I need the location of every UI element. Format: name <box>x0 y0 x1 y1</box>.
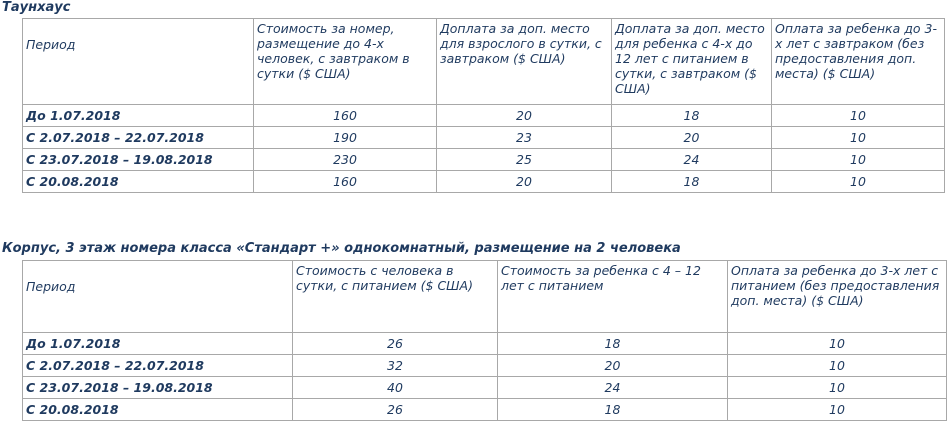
table-row <box>23 127 945 149</box>
child-price-cell: 18 <box>498 333 728 355</box>
person-price-cell: 26 <box>293 399 498 421</box>
adult-extra-cell: 25 <box>437 149 612 171</box>
standard-plus-section-title: Корпус, 3 этаж номера класса «Стандарт +» однокомнатный, размещение на 2 человека <box>2 241 681 256</box>
period-cell: До 1.07.2018 <box>23 333 293 355</box>
infant-cell: 10 <box>728 377 947 399</box>
room-price-cell: 230 <box>254 149 437 171</box>
child-price-cell: 24 <box>498 377 728 399</box>
room-price-cell: 160 <box>254 105 437 127</box>
room-price-cell: 190 <box>254 127 437 149</box>
child-extra-cell: 18 <box>612 105 772 127</box>
infant-cell: 10 <box>772 171 945 193</box>
child-price-cell: 20 <box>498 355 728 377</box>
standard-plus-price-table <box>22 260 947 421</box>
townhouse-section-title: Таунхаус <box>2 0 71 15</box>
period-cell: До 1.07.2018 <box>23 105 254 127</box>
period-cell: С 23.07.2018 – 19.08.2018 <box>23 377 293 399</box>
room-price-cell: 160 <box>254 171 437 193</box>
period-cell: С 2.07.2018 – 22.07.2018 <box>23 127 254 149</box>
person-price-cell: 32 <box>293 355 498 377</box>
table-row <box>23 105 945 127</box>
infant-cell: 10 <box>772 105 945 127</box>
infant-cell: 10 <box>728 355 947 377</box>
adult-extra-cell: 20 <box>437 171 612 193</box>
header-period: Период <box>23 19 254 105</box>
table-row <box>23 333 947 355</box>
infant-cell: 10 <box>728 399 947 421</box>
header-person-price: Стоимость с человека в сутки, с питанием ($ США) <box>293 261 498 333</box>
table-row <box>23 171 945 193</box>
adult-extra-cell: 23 <box>437 127 612 149</box>
table-row <box>23 149 945 171</box>
period-cell: С 20.08.2018 <box>23 171 254 193</box>
infant-cell: 10 <box>728 333 947 355</box>
header-child-price: Стоимость за ребенка с 4 – 12 лет с питанием <box>498 261 728 333</box>
child-extra-cell: 24 <box>612 149 772 171</box>
table-header-row <box>23 19 945 105</box>
person-price-cell: 26 <box>293 333 498 355</box>
period-cell: С 2.07.2018 – 22.07.2018 <box>23 355 293 377</box>
person-price-cell: 40 <box>293 377 498 399</box>
period-cell: С 20.08.2018 <box>23 399 293 421</box>
header-infant-price: Оплата за ребенка до 3-х лет с питанием (без предоставления доп. места) ($ США) <box>728 261 947 333</box>
townhouse-price-table <box>22 18 945 193</box>
table-row <box>23 377 947 399</box>
header-period: Период <box>23 261 293 333</box>
header-room-price: Стоимость за номер, размещение до 4-х человек, с завтраком в сутки ($ США) <box>254 19 437 105</box>
table-row <box>23 355 947 377</box>
table-row <box>23 399 947 421</box>
table-header-row <box>23 261 947 333</box>
child-price-cell: 18 <box>498 399 728 421</box>
infant-cell: 10 <box>772 149 945 171</box>
period-cell: С 23.07.2018 – 19.08.2018 <box>23 149 254 171</box>
header-child-extra-bed: Доплата за доп. место для ребенка с 4-х до 12 лет с питанием в сутки, с завтраком ($ США) <box>612 19 772 105</box>
header-adult-extra-bed: Доплата за доп. место для взрослого в сутки, с завтраком ($ США) <box>437 19 612 105</box>
child-extra-cell: 18 <box>612 171 772 193</box>
infant-cell: 10 <box>772 127 945 149</box>
adult-extra-cell: 20 <box>437 105 612 127</box>
child-extra-cell: 20 <box>612 127 772 149</box>
header-infant-price: Оплата за ребенка до 3-х лет с завтраком (без предоставления доп. места) ($ США) <box>772 19 945 105</box>
